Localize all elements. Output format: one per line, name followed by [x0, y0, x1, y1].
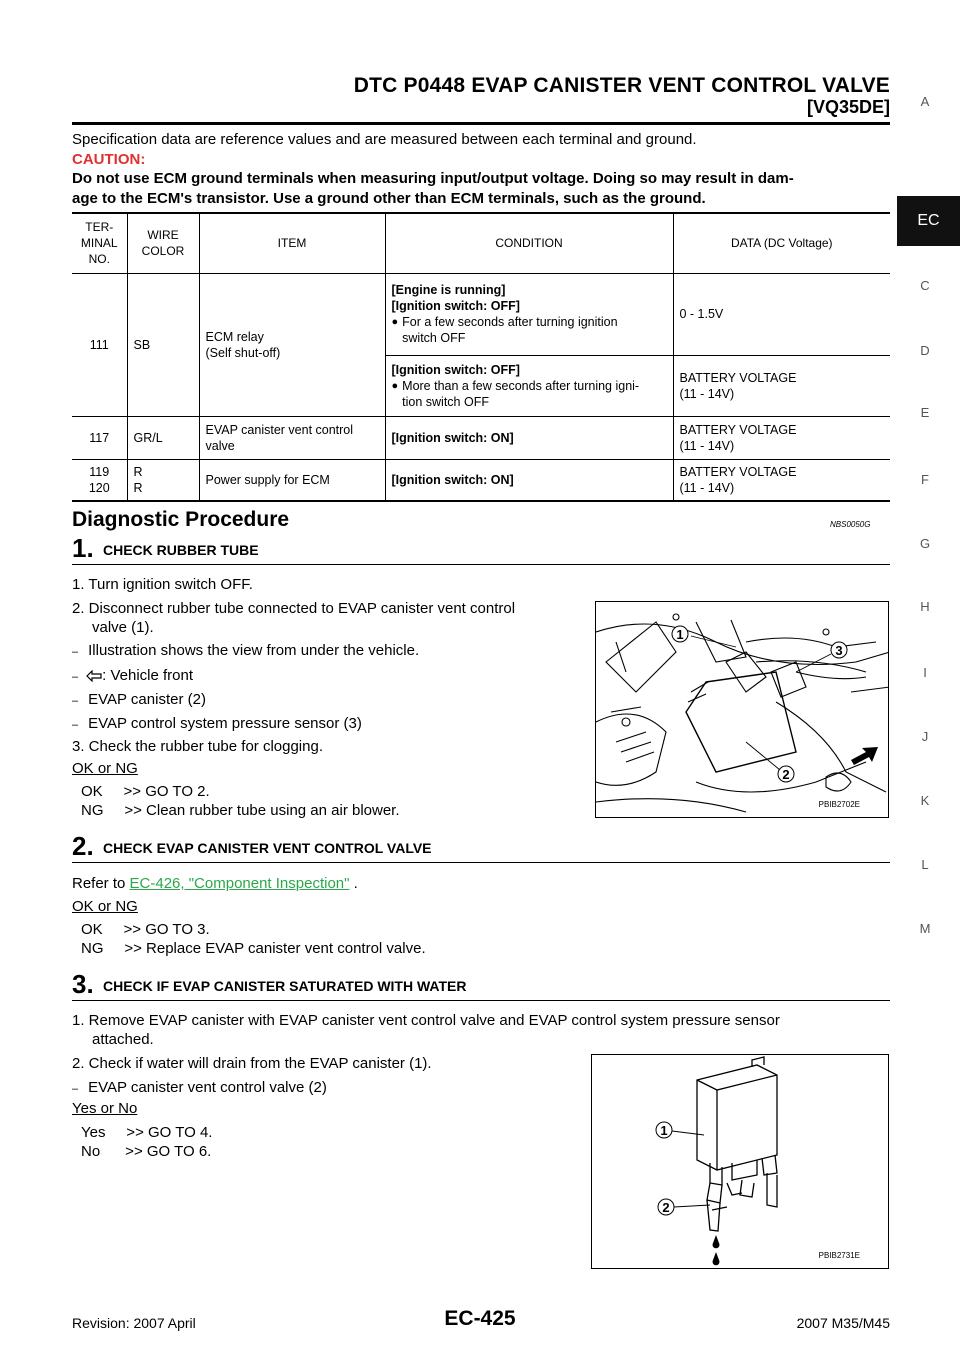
figure-rubber-tube: [595, 601, 889, 818]
side-index-i[interactable]: I: [923, 665, 927, 680]
step-3-title: CHECK IF EVAP CANISTER SATURATED WITH WATER: [103, 978, 467, 994]
step-1-item-2a: 2. Disconnect rubber tube connected to EVAP canister vent control: [72, 600, 516, 617]
side-index-f[interactable]: F: [921, 472, 929, 487]
step-3-item-2: 2. Check if water will drain from the EVAP canister (1).: [72, 1055, 432, 1072]
diagnostic-procedure-heading: Diagnostic Procedure: [72, 508, 290, 531]
figure-1-code: PBIB2702E: [818, 800, 860, 809]
step-1-rule: [72, 564, 890, 565]
underbody-illustration: [596, 602, 889, 818]
step-3-rule: [72, 1000, 890, 1001]
side-index-d[interactable]: D: [920, 343, 930, 358]
step-2-ok: OK >> GO TO 3.: [81, 921, 210, 938]
header-rule: [72, 122, 890, 125]
step-3-item-1b: attached.: [92, 1031, 154, 1048]
footer-revision: Revision: 2007 April: [72, 1315, 196, 1331]
side-index-j[interactable]: J: [921, 729, 929, 744]
table-row: 111 SB ECM relay (Self shut-off) [Engine is running] [Ignition switch: OFF] ● For a few seconds after turning ignition switch OFF 0 - 1.5V: [72, 273, 890, 355]
side-index-e[interactable]: E: [920, 405, 930, 420]
diagnostic-code: NBS0050G: [830, 520, 871, 529]
intro-text: Specification data are reference values and are measured between each terminal and ground.: [72, 131, 697, 148]
step-1-sub-4: – EVAP control system pressure sensor (3): [72, 715, 362, 732]
footer-model: 2007 M35/M45: [796, 1315, 890, 1331]
step-3-number: 3.: [72, 969, 94, 999]
step-2-rule: [72, 862, 890, 863]
callout-1: 1: [660, 1123, 668, 1138]
side-index-c[interactable]: C: [920, 278, 930, 293]
caution-line-2: age to the ECM's transistor. Use a ground other than ECM terminals, such as the ground.: [72, 190, 706, 207]
col-condition: CONDITION: [385, 213, 673, 273]
footer-page-number: EC-425: [444, 1307, 516, 1330]
callout-2: 2: [782, 767, 790, 782]
side-index-m[interactable]: M: [919, 921, 931, 936]
side-index-ec[interactable]: EC: [897, 196, 960, 246]
side-index-a[interactable]: A: [920, 94, 930, 109]
step-2-ok-ng: OK or NG: [72, 898, 138, 915]
side-index-g[interactable]: G: [919, 536, 931, 551]
step-1-title: CHECK RUBBER TUBE: [103, 542, 259, 558]
caution-label: CAUTION:: [72, 151, 146, 168]
figure-evap-canister: [591, 1054, 889, 1269]
callout-1: 1: [676, 627, 684, 642]
side-index-h[interactable]: H: [920, 599, 930, 614]
step-1-number: 1.: [72, 533, 94, 563]
step-1-ok-ng: OK or NG: [72, 760, 138, 777]
evap-canister-illustration: [592, 1055, 889, 1269]
step-3-yes-no: Yes or No: [72, 1100, 138, 1117]
step-2-title: CHECK EVAP CANISTER VENT CONTROL VALVE: [103, 840, 432, 856]
step-2-number: 2.: [72, 831, 94, 861]
step-1-item-2b: valve (1).: [92, 619, 154, 636]
step-1-item-1: 1. Turn ignition switch OFF.: [72, 576, 253, 593]
step-1-item-3: 3. Check the rubber tube for clogging.: [72, 738, 323, 755]
step-1-ng: NG >> Clean rubber tube using an air blower.: [81, 802, 400, 819]
col-item: ITEM: [199, 213, 385, 273]
step-1-sub-3: – EVAP canister (2): [72, 691, 206, 708]
vehicle-front-arrow-icon: [86, 670, 102, 682]
col-data: DATA (DC Voltage): [673, 213, 890, 273]
figure-2-code: PBIB2731E: [818, 1251, 860, 1260]
side-index-k[interactable]: K: [920, 793, 930, 808]
engine-subtitle: [VQ35DE]: [806, 97, 890, 117]
step-3-item-1a: 1. Remove EVAP canister with EVAP canister vent control valve and EVAP control system pressure sensor: [72, 1012, 780, 1029]
table-row: 117 GR/L EVAP canister vent control valve [Ignition switch: ON] BATTERY VOLTAGE (11 - 14V): [72, 416, 890, 459]
col-wire: WIRE COLOR: [127, 213, 199, 273]
step-2-refer: Refer to EC-426, "Component Inspection" .: [72, 875, 358, 892]
col-terminal: TER- MINAL NO.: [72, 213, 127, 273]
step-2-ng: NG >> Replace EVAP canister vent control valve.: [81, 940, 426, 957]
callout-2: 2: [662, 1200, 670, 1215]
step-1-ok: OK >> GO TO 2.: [81, 783, 210, 800]
step-3-no: No >> GO TO 6.: [81, 1143, 212, 1160]
component-inspection-link[interactable]: EC-426, "Component Inspection": [129, 875, 350, 892]
side-index-l[interactable]: L: [921, 857, 929, 872]
caution-line-1: Do not use ECM ground terminals when measuring input/output voltage. Doing so may result in dam-: [72, 170, 794, 187]
table-row: 119 120 R R Power supply for ECM [Ignition switch: ON] BATTERY VOLTAGE (11 - 14V): [72, 459, 890, 501]
step-3-yes: Yes >> GO TO 4.: [81, 1124, 213, 1141]
callout-3: 3: [835, 643, 843, 658]
step-1-sub-1: – Illustration shows the view from under the vehicle.: [72, 642, 420, 659]
table-row: [Ignition switch: OFF] ● More than a few seconds after turning igni- tion switch OFF BATTERY VOLTAGE (11 - 14V): [72, 355, 890, 416]
step-3-sub-1: – EVAP canister vent control valve (2): [72, 1079, 327, 1096]
page-title: DTC P0448 EVAP CANISTER VENT CONTROL VALVE: [353, 74, 890, 97]
ecm-terminal-table: [72, 212, 890, 502]
step-1-sub-2: – : Vehicle front: [72, 667, 194, 684]
